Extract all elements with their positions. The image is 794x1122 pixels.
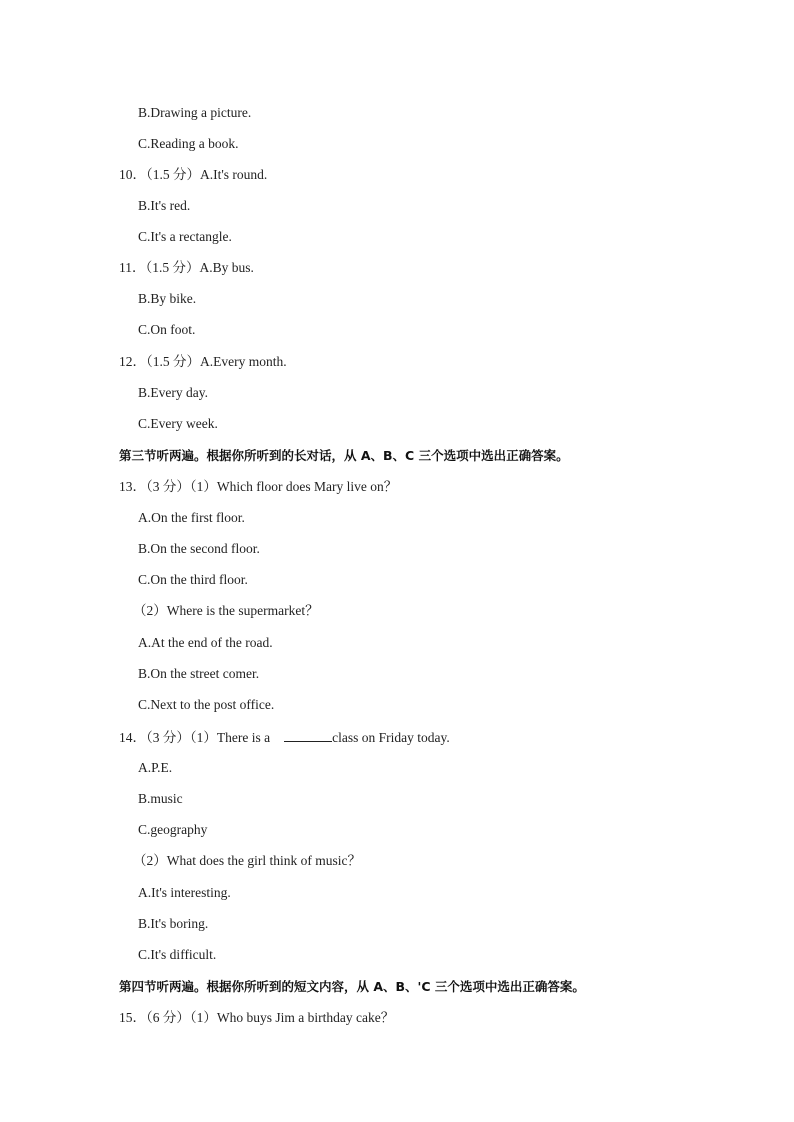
q14-stem-after: class on Friday today. — [332, 730, 450, 745]
q13-sub2-option-a: A.At the end of the road. — [138, 635, 273, 650]
q14-option-c: C.geography — [138, 822, 208, 837]
q9-option-c: C.Reading a book. — [138, 136, 239, 151]
q13-option-b: B.On the second floor. — [138, 541, 260, 556]
q14-option-b: B.music — [138, 791, 183, 806]
q15-stem: 15．（6 分）（1）Who buys Jim a birthday cake？ — [119, 1010, 395, 1025]
q13-stem: 13．（3 分）（1）Which floor does Mary live on？ — [119, 479, 398, 494]
q10-stem: 10．（1.5 分）A.It's round. — [119, 167, 268, 182]
q14-option-a: A.P.E. — [138, 760, 173, 775]
q13-sub2-option-b: B.On the street comer. — [138, 666, 260, 681]
q14-sub2-option-c: C.It's difficult. — [138, 947, 217, 962]
q11-stem: 11．（1.5 分）A.By bus. — [119, 260, 254, 275]
q14-sub2-option-a: A.It's interesting. — [138, 885, 231, 900]
q14-stem — [119, 729, 450, 746]
q14-sub2-stem: （2）What does the girl think of music？ — [133, 853, 361, 868]
q10-option-b: B.It's red. — [138, 198, 191, 213]
q11-option-b: B.By bike. — [138, 291, 197, 306]
q13-option-c: C.On the third floor. — [138, 572, 248, 587]
q12-option-b: B.Every day. — [138, 385, 208, 400]
q13-option-a: A.On the first floor. — [138, 510, 245, 525]
q14-sub2-option-b: B.It's boring. — [138, 916, 209, 931]
q12-option-c: C.Every week. — [138, 416, 218, 431]
q11-option-c: C.On foot. — [138, 322, 196, 337]
q12-stem: 12．（1.5 分）A.Every month. — [119, 354, 287, 369]
q13-sub2-stem: （2）Where is the supermarket？ — [133, 603, 319, 618]
q14-stem-before: 14．（3 分）（1）There is a — [119, 730, 271, 745]
q13-sub2-option-c: C.Next to the post office. — [138, 697, 275, 712]
q9-option-b: B.Drawing a picture. — [138, 105, 252, 120]
q10-option-c: C.It's a rectangle. — [138, 229, 232, 244]
section-4-heading: 第四节听两遍。根据你所听到的短文内容，从 A、B、'C 三个选项中选出正确答案。 — [119, 979, 585, 994]
answer-blank — [284, 729, 332, 742]
section-3-heading: 第三节听两遍。根据你所听到的长对话，从 A、B、C 三个选项中选出正确答案。 — [119, 448, 569, 463]
